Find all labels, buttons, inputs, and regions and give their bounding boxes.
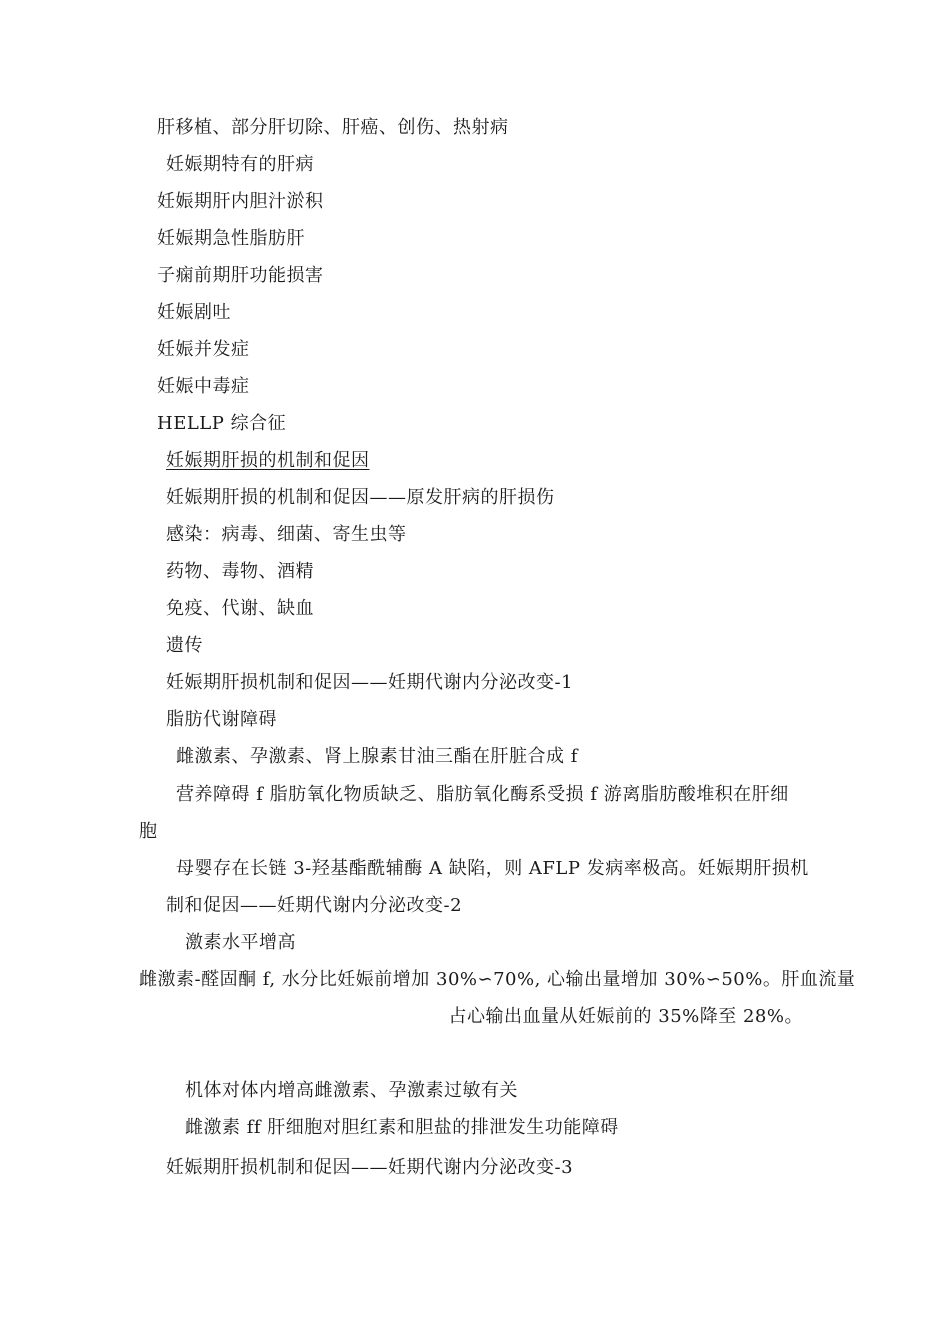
text-line: 制和促因——妊期代谢内分泌改变-2 bbox=[166, 895, 463, 916]
text-line: 雌激素、孕激素、肾上腺素甘油三酯在肝脏合成 f bbox=[176, 746, 578, 767]
text-line: 占心输出血量从妊娠前的 35%降至 28%。 bbox=[448, 1006, 803, 1027]
text-line: 雌激素-醛固酮 f, 水分比妊娠前增加 30%∽70%, 心输出量增加 30%∽50%。肝血流量 bbox=[139, 969, 856, 990]
text-line: 妊娠剧吐 bbox=[157, 302, 231, 323]
text-line: 妊娠期急性脂肪肝 bbox=[157, 228, 305, 249]
text-line: 妊娠期肝内胆汁淤积 bbox=[157, 191, 324, 212]
text-line: 子痫前期肝功能损害 bbox=[157, 265, 324, 286]
text-line: 妊娠期特有的肝病 bbox=[166, 154, 314, 175]
text-line: 感染：病毒、细菌、寄生虫等 bbox=[166, 524, 407, 545]
text-line: HELLP 综合征 bbox=[157, 413, 287, 434]
text-line: 妊娠并发症 bbox=[157, 339, 250, 360]
text-line: 机体对体内增高雌激素、孕激素过敏有关 bbox=[185, 1080, 518, 1101]
text-line: 胞 bbox=[139, 821, 158, 842]
text-line: 母婴存在长链 3-羟基酯酰辅酶 A 缺陷，则 AFLP 发病率极高。妊娠期肝损机 bbox=[176, 858, 809, 879]
text-line: 遗传 bbox=[166, 635, 203, 656]
text-line: 妊娠中毒症 bbox=[157, 376, 250, 397]
text-line: 脂肪代谢障碍 bbox=[166, 709, 277, 730]
text-line: 免疫、代谢、缺血 bbox=[166, 598, 314, 619]
text-line: 妊娠期肝损机制和促因——妊期代谢内分泌改变-3 bbox=[166, 1157, 574, 1178]
text-line: 妊娠期肝损机制和促因——妊期代谢内分泌改变-1 bbox=[166, 672, 574, 693]
section-heading: 妊娠期肝损的机制和促因 bbox=[166, 450, 370, 471]
text-line: 药物、毒物、酒精 bbox=[166, 561, 314, 582]
text-line: 妊娠期肝损的机制和促因——原发肝病的肝损伤 bbox=[166, 487, 555, 508]
text-line: 激素水平增高 bbox=[185, 932, 296, 953]
text-line: 营养障碍 f 脂肪氧化物质缺乏、脂肪氧化酶系受损 f 游离脂肪酸堆积在肝细 bbox=[176, 784, 789, 805]
text-line: 雌激素 ff 肝细胞对胆红素和胆盐的排泄发生功能障碍 bbox=[185, 1117, 619, 1138]
text-line: 肝移植、部分肝切除、肝癌、创伤、热射病 bbox=[157, 117, 509, 138]
